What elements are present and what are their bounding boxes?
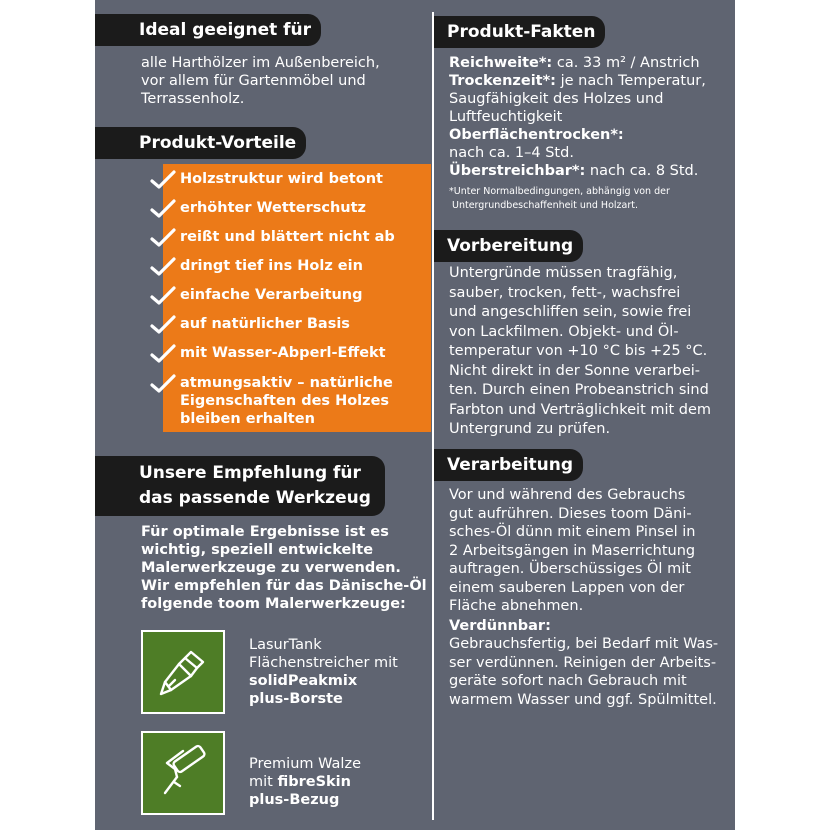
oberflaeche-value: nach ca. 1–4 Std. [449,145,574,161]
benefit-label [180,286,363,304]
ideal-header: Ideal geeignet für [95,14,321,46]
fakten-reichweite [449,54,700,72]
benefit-label [180,228,395,246]
empfehlung-line: Wir empfehlen für das Dänische-Öl [141,578,427,594]
verarbeitung-line: Fläche abnehmen. [449,598,584,614]
vorbereitung-line: Farbton und Verträglichkeit mit dem [449,401,712,418]
fakten-footnote: *Unter Normalbedingungen, abhängig von der [449,186,670,197]
verduennbar-line: warmem Wasser und ggf. Spülmittel. [449,691,717,708]
vorbereitung-line: von Lackfilmen. Objekt- und Öl- [449,323,679,340]
ueberstreichbar-value: nach ca. 8 Std. [585,163,699,179]
benefit-label [180,170,383,188]
verduennbar-line: geräte sofort nach Gebrauch mit [449,673,687,689]
verarbeitung-line: Vor und während des Gebrauchs [449,487,686,503]
verarbeitung-line: auftragen. Überschüssiges Öl mit [449,561,691,577]
fakten-ueberstreichbar [449,162,698,180]
benefit-label-line: einfache Verarbeitung [180,287,363,303]
benefit-label [180,199,366,217]
benefit-label-line: atmungsaktiv – natürliche [180,375,393,391]
reichweite-value: ca. 33 m² / Anstrich [552,55,700,71]
vorbereitung-line: Untergründe müssen tragfähig, [449,265,678,281]
benefit-label [180,315,350,333]
fakten-header: Produkt-Fakten [434,16,605,48]
vorbereitung-header: Vorbereitung [434,230,583,262]
tool2-line: plus-Bezug [249,792,340,808]
tool2-line: Premium Walze [249,756,361,772]
verarbeitung-header: Verarbeitung [434,449,583,481]
checkmark-icon [150,199,176,219]
vorbereitung-line: und angeschliffen sein, sowie frei [449,304,692,320]
verarbeitung-line: sches-Öl dünn mit einem Pinsel in [449,524,696,540]
verduennbar-label: Verdünnbar: [449,618,551,634]
benefit-label-line: mit Wasser-Abperl-Effekt [180,345,386,361]
tool1-line: solidPeakmix [249,673,358,689]
benefit-label [180,257,363,275]
empfehlung-header [95,456,385,516]
checkmark-icon [150,344,176,364]
benefit-label-line: auf natürlicher Basis [180,316,350,332]
tool2-brand: fibreSkin [277,774,351,790]
ideal-line: Terrassenholz. [141,91,245,107]
empfehlung-header-line: Unsere Empfehlung für [139,463,361,483]
vorteile-header: Produkt-Vorteile [95,127,306,159]
vorbereitung-line: Nicht direkt in der Sonne verarbei- [449,362,701,379]
vorbereitung-line: sauber, trocken, fett-, wachsfrei [449,284,681,301]
benefit-label [180,344,386,362]
fakten-line: Saugfähigkeit des Holzes und [449,91,664,107]
ideal-line: vor allem für Gartenmöbel und [141,73,366,89]
fakten-footnote: Untergrundbeschaffenheit und Holzart. [452,200,638,211]
benefit-label-line: reißt und blättert nicht ab [180,229,395,245]
verduennbar-line: Gebrauchsfertig, bei Bedarf mit Was- [449,636,719,652]
benefit-label-line: Eigenschaften des Holzes [180,393,390,409]
verarbeitung-line: gut aufrühren. Dieses toom Däni- [449,505,692,522]
fakten-line: Luftfeuchtigkeit [449,109,563,125]
vorbereitung-line: Untergrund zu prüfen. [449,421,611,437]
empfehlung-line: Für optimale Ergebnisse ist es [141,524,389,540]
trockenzeit-value: je nach Temperatur, [555,73,706,89]
vorbereitung-line: ten. Durch einen Probeanstrich sind [449,382,709,398]
fakten-trockenzeit [449,72,706,90]
oberflaeche-label: Oberflächentrocken*: [449,127,624,143]
trockenzeit-label: Trockenzeit*: [449,73,556,89]
checkmark-icon [150,257,176,277]
ideal-line: alle Harthölzer im Außenbereich, [141,55,380,71]
benefit-label [180,374,393,428]
verduennbar-line: ser verdünnen. Reinigen der Arbeits- [449,654,717,671]
vorbereitung-line: temperatur von +10 °C bis +25 °C. [449,343,708,359]
ueberstreichbar-label: Überstreichbar*: [449,163,586,179]
tool2-line [249,773,351,791]
benefit-label-line: erhöhter Wetterschutz [180,200,366,216]
empfehlung-line: wichtig, speziell entwickelte [141,542,374,558]
checkmark-icon [150,228,176,248]
checkmark-icon [150,286,176,306]
brush-tile [141,630,225,714]
checkmark-icon [150,170,176,190]
checkmark-icon [150,374,176,394]
benefit-label-line: dringt tief ins Holz ein [180,258,363,274]
tool2-text: mit [249,774,278,790]
roller-icon [153,743,213,803]
brush-icon [153,642,213,702]
tool1-line: LasurTank [249,637,322,653]
empfehlung-line: folgende toom Malerwerkzeuge: [141,596,406,612]
roller-tile [141,731,225,815]
tool1-line: plus-Borste [249,691,343,707]
column-divider [432,12,434,820]
tool1-line: Flächenstreicher mit [249,655,398,671]
empfehlung-line: Malerwerkzeuge zu verwenden. [141,560,401,576]
checkmark-icon [150,315,176,335]
verarbeitung-line: einem sauberen Lappen von der [449,579,685,596]
empfehlung-header-line: das passende Werkzeug [139,488,371,508]
reichweite-label: Reichweite*: [449,55,553,71]
verarbeitung-line: 2 Arbeitsgängen in Maserrichtung [449,542,696,559]
benefit-label-line: bleiben erhalten [180,411,315,427]
benefit-label-line: Holzstruktur wird betont [180,171,383,187]
